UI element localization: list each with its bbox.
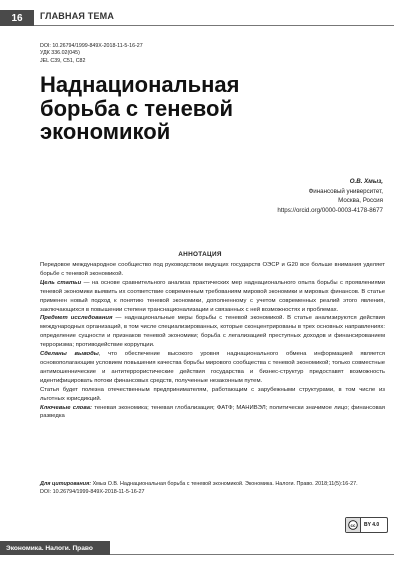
page-number: 16 (0, 10, 34, 26)
cc-license-badge[interactable] (345, 517, 388, 533)
paragraph-text: — на основе сравнительного анализа практических мер наднационального опыта борьбы с проявлениями теневой экономики выявить их соответствие современным требованиям мировой экономики и мировых финансов. В статье применен новый подход к понятию теневой экономики, дополненному с учетом современных реалий этого явления, заключающихся в повышении степени транснационализации и связанных с ней возможностях и проблемах. (40, 279, 385, 313)
citation-line (40, 481, 385, 489)
paragraph-text: , что обеспечение высокого уровня наднационального обмена информацией является основополагающим условием повышения качества борьбы мирового сообщества с теневой экономикой; только совместные антимошеннические и антитеррористические действия государства и бизнес-структур предоставят возможность идентифицировать потоки финансовых средств, полученные незаконным путем. (40, 351, 385, 384)
title-line-3: экономикой (40, 119, 171, 144)
abstract-body (40, 261, 385, 421)
section-label: ГЛАВНАЯ ТЕМА (40, 11, 115, 21)
udc-line: УДК 336.02(045) (40, 50, 80, 57)
abstract-paragraph: Передовое международное сообщество под руководством ведущих государств ОЭСР и G20 все больше внимания уделяет борьбе с теневой экономикой. (40, 262, 385, 277)
abstract-paragraph (40, 350, 385, 386)
title-line-2: борьба с теневой (40, 95, 234, 121)
author-orcid-link[interactable]: https://orcid.org/0000-0003-4178-8677 (277, 206, 383, 214)
doi-line: DOI: 10.26794/1999-849X-2018-11-5-16-27 (40, 43, 143, 49)
page-header (0, 10, 400, 26)
author-name: О.В. Хмыз, (349, 178, 383, 185)
article-identifiers (40, 43, 143, 65)
paragraph-lead: Цель статьи (40, 279, 82, 286)
keywords-paragraph (40, 404, 385, 422)
abstract-paragraph (40, 279, 385, 315)
paragraph-lead: Сделаны выводы (40, 351, 99, 358)
keywords-text: теневая экономика; теневая глобализация; ФАТФ; МАНИВЭЛ; политически значимое лицо; финансовая разведка (40, 404, 385, 420)
citation-lead: Для цитирования: (40, 481, 92, 487)
footer-divider (110, 554, 394, 555)
author-affiliation: Финансовый университет, (308, 187, 383, 195)
paragraph-text: — наднациональные меры борьбы с теневой экономикой. В статье анализируются действия международных организаций, в том числе специализированных, которые сконцентрированы в трех основных направлениях: определение сущности и признаков теневой экономики; борьба с легализацией преступных доходов и финансированием терроризма; противодействие коррупции. (40, 315, 385, 349)
svg-text:cc: cc (350, 522, 356, 528)
author-block (277, 177, 383, 215)
citation-text: Хмыз О.В. Наднациональная борьба с теневой экономикой. Экономика. Налоги. Право. 2018;11(5):16-27. (91, 481, 358, 487)
article-title (40, 73, 300, 144)
keywords-lead: Ключевые слова: (40, 404, 92, 411)
license-label: BY 4.0 (364, 522, 380, 528)
cc-icon (346, 518, 361, 532)
abstract-paragraph: Статья будет полезна отечественным предпринимателям, работающим с зарубежными структурами, в том числе из льготных юрисдикций. (40, 386, 385, 402)
abstract-heading: АННОТАЦИЯ (178, 251, 222, 258)
citation-block (40, 481, 385, 496)
author-city: Москва, Россия (338, 197, 383, 205)
journal-footer: Экономика. Налоги. Право (0, 541, 110, 555)
jel-line: JEL C39, C51, C82 (40, 57, 86, 64)
title-line-1: Наднациональная (40, 72, 240, 97)
header-divider (34, 25, 394, 26)
paragraph-lead: Предмет исследования (40, 315, 113, 322)
abstract-paragraph (40, 314, 385, 350)
citation-doi: DOI: 10.26794/1999-849X-2018-11-5-16-27 (40, 488, 145, 495)
